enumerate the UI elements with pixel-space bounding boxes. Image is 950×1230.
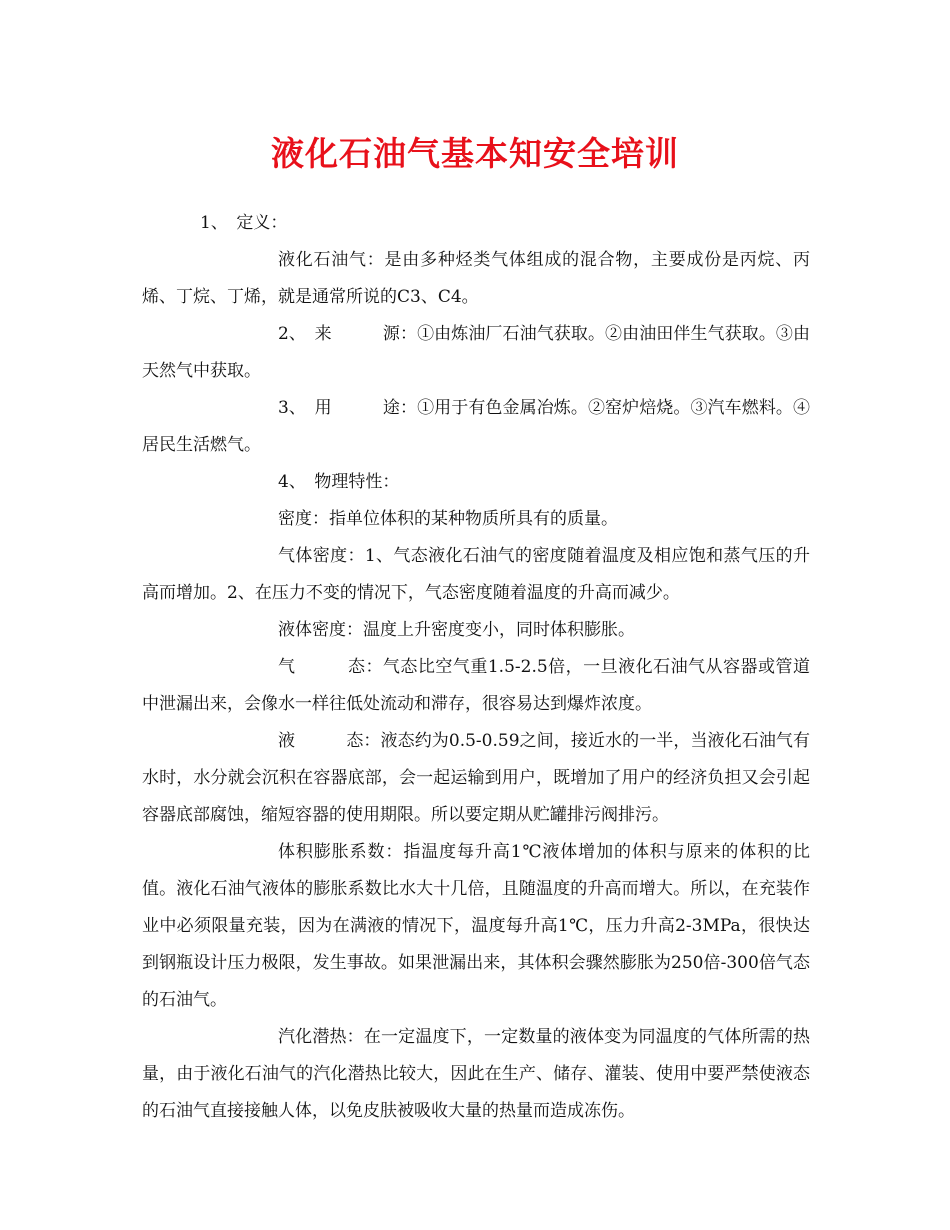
paragraph-liquid-state: 液 态：液态约为0.5-0.59之间，接近水的一半，当液化石油气有水时，水分就会沉积在容器底部，会一起运输到用户，既增加了用户的经济负担又会引起容器底部腐蚀，缩短容器的使用期限。所以要定期从贮罐排污阀排污。 — [142, 731, 810, 825]
paragraph-latent-heat: 汽化潜热：在一定温度下，一定数量的液体变为同温度的气体所需的热量，由于液化石油气的汽化潜热比较大，因此在生产、储存、灌装、使用中要严禁使液态的石油气直接接触人体，以免皮肤被吸收大量的热量而造成冻伤。 — [142, 1027, 810, 1121]
paragraph-volume-expansion: 体积膨胀系数：指温度每升高1℃液体增加的体积与原来的体积的比值。液化石油气液体的膨胀系数比水大十几倍，且随温度的升高而增大。所以，在充装作业中必须限量充装，因为在满液的情况下，温度每升高1℃，压力升高2-3MPa，很快达到钢瓶设计压力极限，发生事故。如果泄漏出来，其体积会骤然膨胀为250倍-300倍气态的石油气。 — [142, 842, 810, 1010]
paragraph-gas-density: 气体密度：1、气态液化石油气的密度随着温度及相应饱和蒸气压的升高而增加。2、在压力不变的情况下，气态密度随着温度的升高而减少。 — [142, 546, 810, 603]
paragraph-usage: 3、 用 途：①用于有色金属冶炼。②窑炉焙烧。③汽车燃料。④居民生活燃气。 — [142, 398, 810, 455]
paragraph-gaseous-state: 气 态：气态比空气重1.5-2.5倍，一旦液化石油气从容器或管道中泄漏出来，会像水一样往低处流动和滞存，很容易达到爆炸浓度。 — [142, 657, 810, 714]
document-body — [142, 205, 810, 1130]
paragraph-liquid-density: 液体密度：温度上升密度变小，同时体积膨胀。 — [278, 620, 635, 640]
paragraph-lpg-definition: 液化石油气：是由多种烃类气体组成的混合物，主要成份是丙烷、丙烯、丁烷、丁烯，就是通常所说的C3、C4。 — [142, 250, 810, 307]
paragraph-source: 2、 来 源：①由炼油厂石油气获取。②由油田伴生气获取。③由天然气中获取。 — [142, 324, 810, 381]
document-title: 液化石油气基本知安全培训 — [271, 134, 679, 173]
paragraph-density: 密度：指单位体积的某种物质所具有的质量。 — [278, 509, 618, 529]
section-heading-definition: 1、 定义： — [200, 213, 288, 233]
paragraph-physical-properties: 4、 物理特性： — [278, 472, 400, 492]
